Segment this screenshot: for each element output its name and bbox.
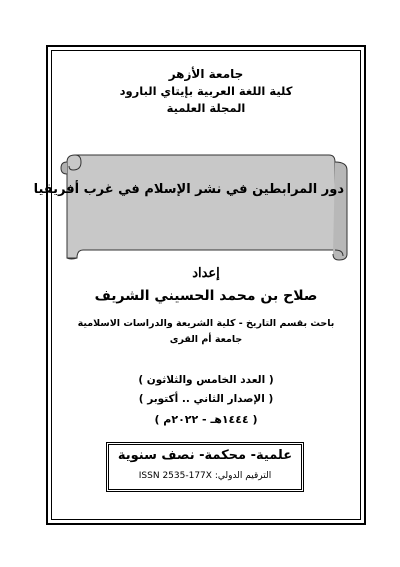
author-university: جامعة أم القرى [169,334,243,345]
scroll-banner-icon [33,150,357,263]
journal-name: المجلة العلمية [166,101,246,115]
issn-line [106,471,304,481]
issue-release: ( الإصدار الثاني .. أكتوبر ) [138,393,274,405]
prepared-by-label: إعداد [192,266,220,281]
author-affiliation: باحث بقسم التاريخ - كلية الشريعة والدراسات الاسلامية [77,318,335,329]
author-name: صلاح بن محمد الحسيني الشريف [94,288,318,304]
issue-number: ( العدد الخامس والثلاثون ) [138,374,274,386]
college-name: كلية اللغة العربية بإيتاي البارود [119,84,293,98]
issue-date: ( ١٤٤٤هـ - ٢٠٢٢م ) [154,413,258,426]
issn-value: ISSN 2535-177X [138,471,212,481]
issn-label: الترقيم الدولي: [214,471,272,481]
article-title: دور المرابطين في نشر الإسلام في غرب أفريقيا [33,182,344,197]
journal-descriptor: علمية- محكمة- نصف سنوية [117,448,293,463]
university-name: جامعة الأزهر [168,67,244,81]
